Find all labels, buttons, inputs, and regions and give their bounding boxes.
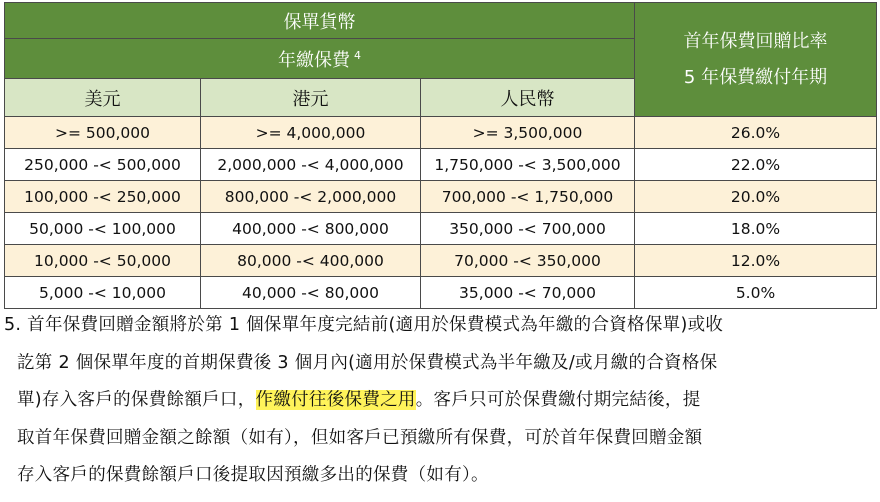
hkd-range-cell: 400,000 -< 800,000 [201, 213, 421, 245]
column-header-usd: 美元 [5, 79, 201, 117]
rebate-rate-header [635, 3, 877, 117]
rebate-rate-cell: 12.0% [635, 245, 877, 277]
annual-premium-label: 年繳保費 [278, 49, 350, 71]
table-row [5, 245, 877, 277]
hkd-range-cell: 40,000 -< 80,000 [201, 277, 421, 309]
usd-range-cell: 250,000 -< 500,000 [5, 149, 201, 181]
footnote-line-3-start: 單)存入客戶的保費餘額戶口， [17, 390, 256, 410]
rmb-range-cell: 350,000 -< 700,000 [421, 213, 635, 245]
rmb-range-cell: >= 3,500,000 [421, 117, 635, 149]
footnote-paragraph [4, 307, 876, 495]
annual-premium-header [5, 39, 635, 79]
usd-range-cell: 100,000 -< 250,000 [5, 181, 201, 213]
footnote-line-5: 存入客戶的保費餘額戶口後提取因預繳多出的保費（如有）。 [17, 465, 489, 485]
table-row [5, 117, 877, 149]
rebate-rate-cell: 26.0% [635, 117, 877, 149]
rmb-range-cell: 70,000 -< 350,000 [421, 245, 635, 277]
rebate-rate-cell: 18.0% [635, 213, 877, 245]
footnote-line-1: 5. 首年保費回贈金額將於第 1 個保單年度完結前(適用於保費模式為年繳的合資格保單)或收 [4, 315, 724, 335]
rebate-rate-cell: 5.0% [635, 277, 877, 309]
hkd-range-cell: 800,000 -< 2,000,000 [201, 181, 421, 213]
rebate-rate-table [4, 2, 877, 309]
usd-range-cell: 5,000 -< 10,000 [5, 277, 201, 309]
highlighted-text: 作繳付往後保費之用 [255, 390, 416, 410]
table-row [5, 277, 877, 309]
rebate-rate-cell: 20.0% [635, 181, 877, 213]
rebate-rate-header-line2: 5 年保費繳付年期 [683, 66, 828, 88]
usd-range-cell: 50,000 -< 100,000 [5, 213, 201, 245]
table-row [5, 213, 877, 245]
hkd-range-cell: 80,000 -< 400,000 [201, 245, 421, 277]
usd-range-cell: 10,000 -< 50,000 [5, 245, 201, 277]
column-header-rmb: 人民幣 [421, 79, 635, 117]
rmb-range-cell: 1,750,000 -< 3,500,000 [421, 149, 635, 181]
hkd-range-cell: >= 4,000,000 [201, 117, 421, 149]
column-header-hkd: 港元 [201, 79, 421, 117]
rmb-range-cell: 700,000 -< 1,750,000 [421, 181, 635, 213]
usd-range-cell: >= 500,000 [5, 117, 201, 149]
footnote-line-4: 取首年保費回贈金額之餘額（如有），但如客戶已預繳所有保費，可於首年保費回贈金額 [17, 427, 703, 448]
policy-currency-header: 保單貨幣 [5, 3, 635, 39]
rebate-rate-header-line1: 首年保費回贈比率 [683, 30, 828, 52]
rebate-rate-cell: 22.0% [635, 149, 877, 181]
footnote-line-3-end: 。客戶只可於保費繳付期完結後，提 [415, 390, 701, 410]
table-row [5, 149, 877, 181]
table-row [5, 181, 877, 213]
footnote-line-3 [4, 382, 876, 420]
footnote-marker: 4 [354, 48, 361, 62]
footnote-line-2: 訖第 2 個保單年度的首期保費後 3 個月內(適用於保費模式為半年繳及/或月繳的合資格保 [17, 352, 718, 373]
hkd-range-cell: 2,000,000 -< 4,000,000 [201, 149, 421, 181]
rmb-range-cell: 35,000 -< 70,000 [421, 277, 635, 309]
